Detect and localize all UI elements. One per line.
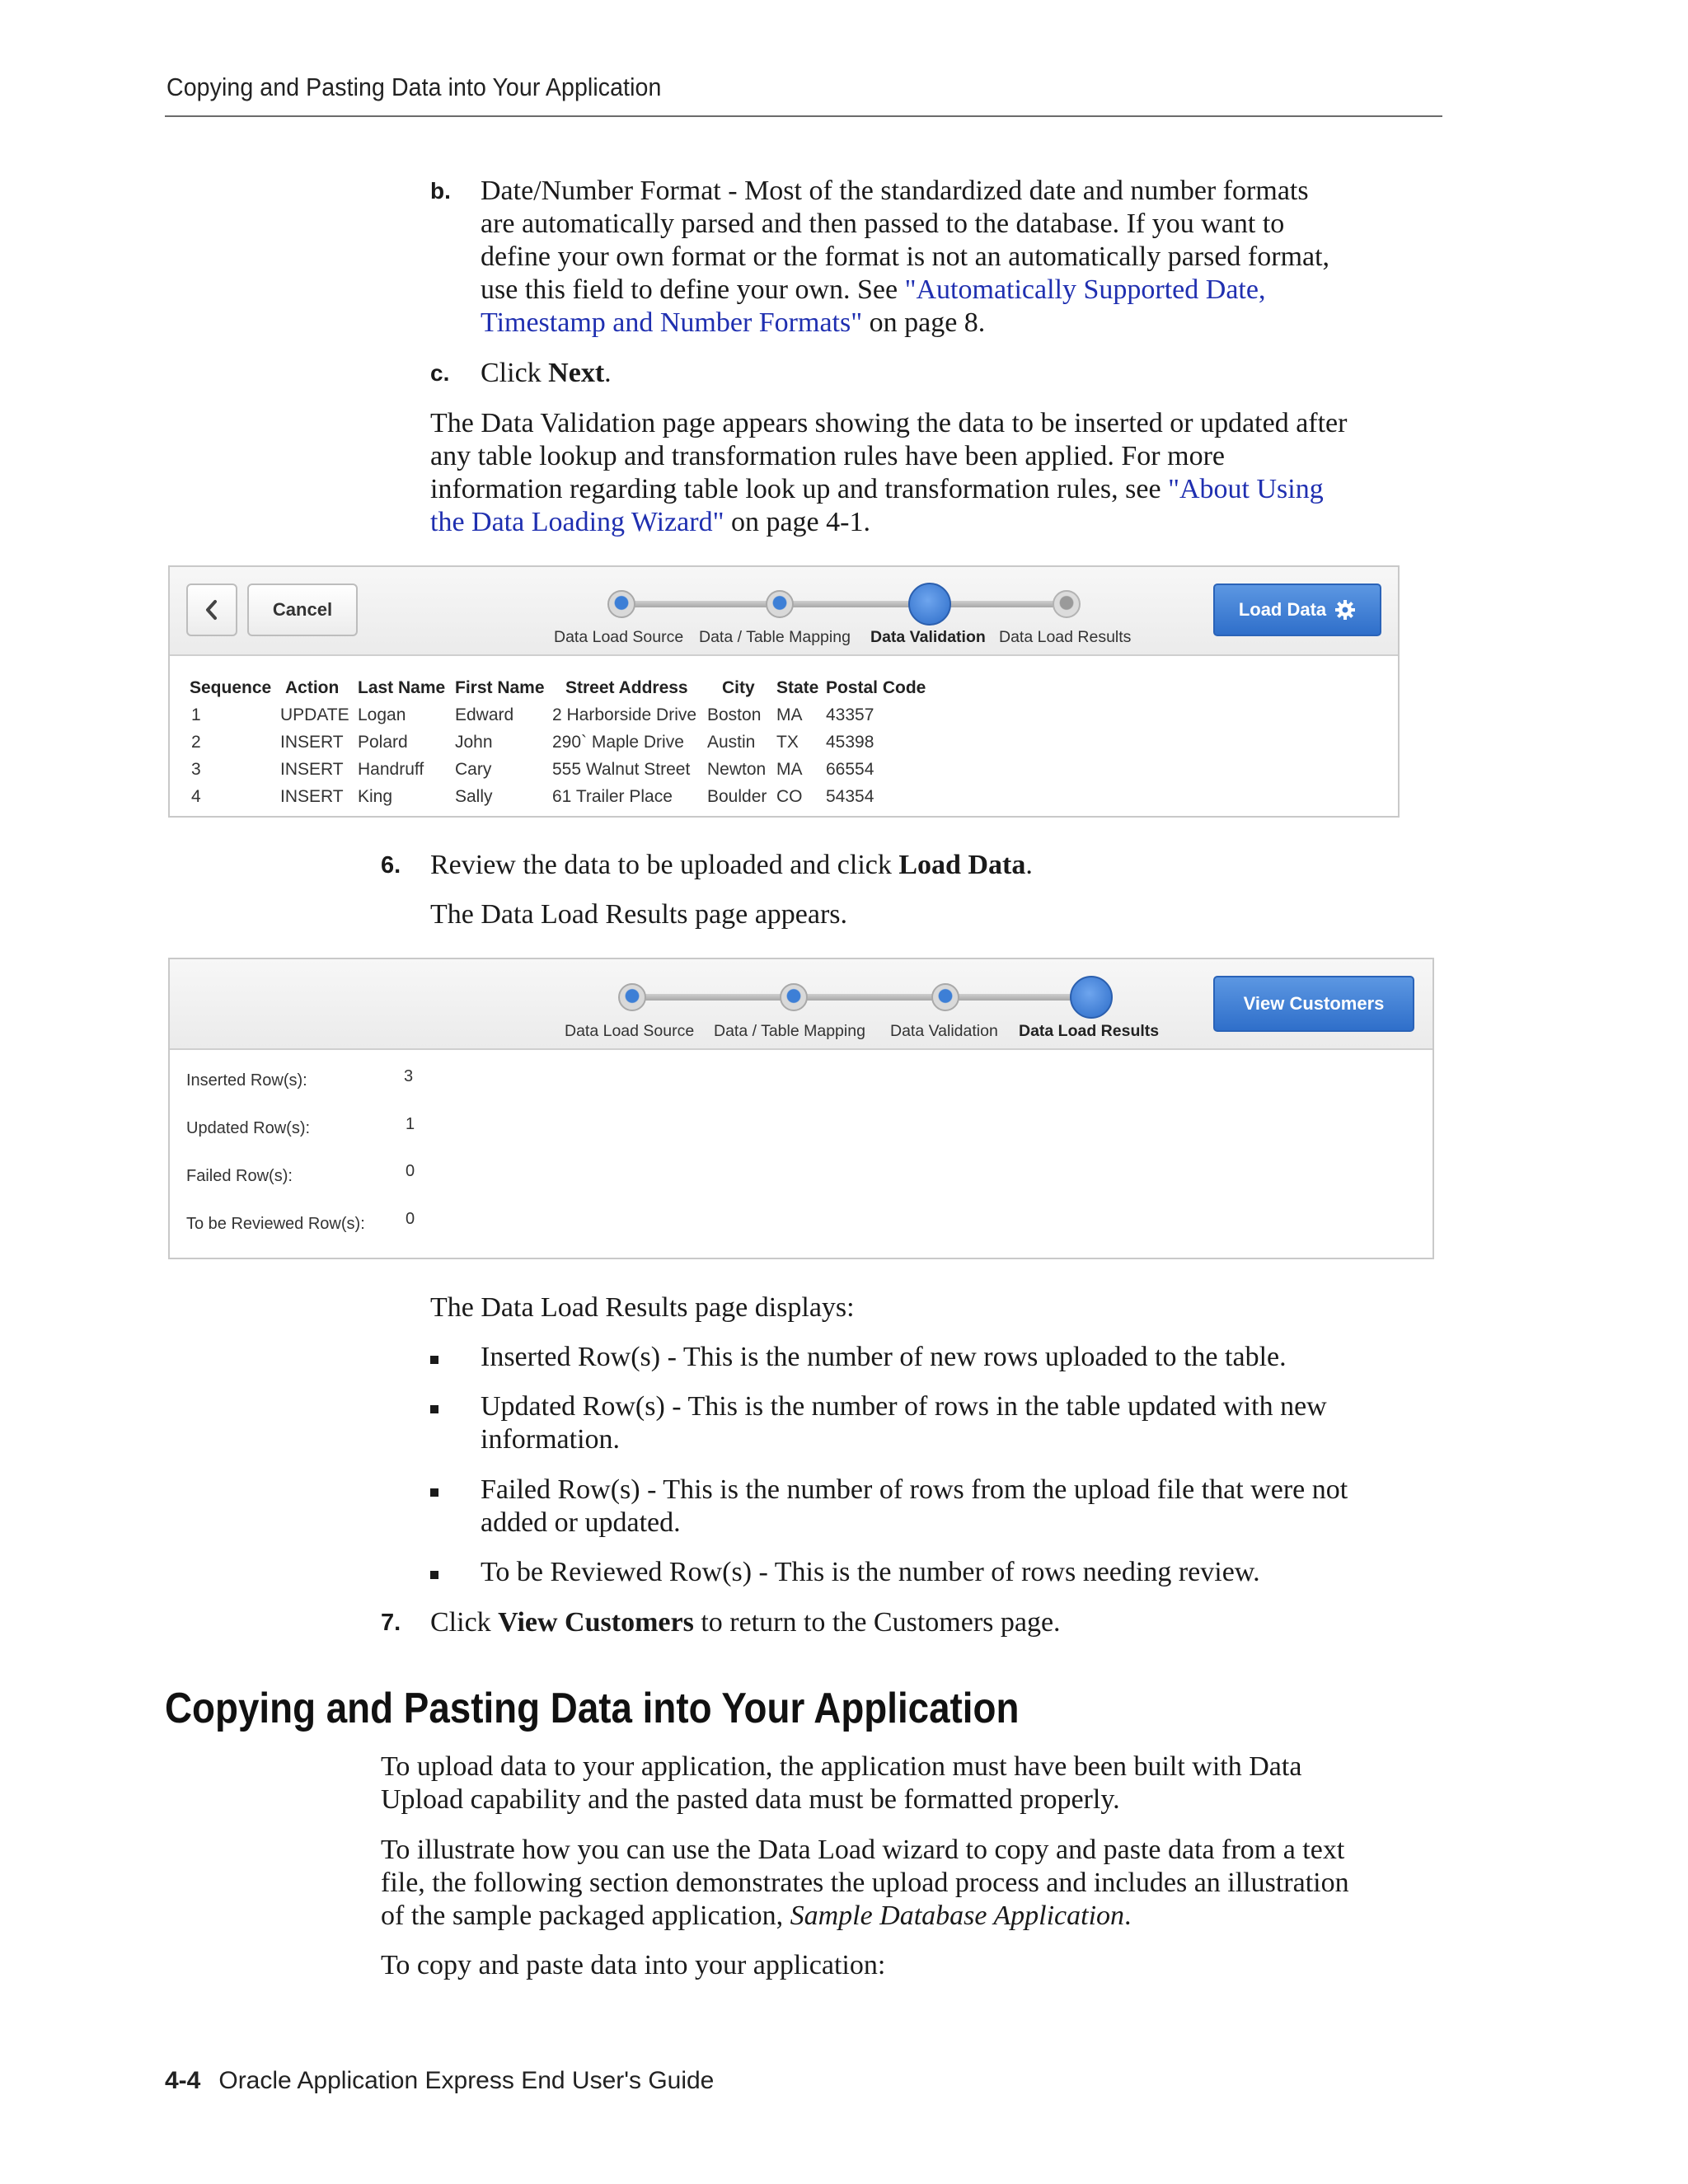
bullet-icon — [430, 1405, 438, 1413]
updated-rows-label: Updated Row(s): — [186, 1119, 311, 1137]
paragraph-line: To upload data to your application, the application must have been built with Data — [381, 1751, 1302, 1782]
updated-rows-value: 1 — [406, 1115, 415, 1133]
load-data-label: Load Data — [1238, 599, 1327, 620]
reviewed-rows-label: To be Reviewed Row(s): — [186, 1215, 365, 1233]
table-cell: 54354 — [826, 787, 874, 806]
table-cell: INSERT — [280, 733, 344, 752]
column-header: First Name — [455, 678, 545, 697]
data-validation-screenshot — [168, 565, 1400, 818]
step-b-text — [481, 175, 1453, 340]
table-cell: Austin — [707, 733, 756, 752]
step-label: Data Load Source — [554, 628, 684, 646]
section-paragraph-1 — [381, 1750, 1452, 1816]
bullet-line: Updated Row(s) - This is the number of rows in the table updated with new — [481, 1391, 1327, 1422]
column-header: Action — [285, 678, 340, 697]
step-b-line: Date/Number Format - Most of the standardized date and number formats — [481, 176, 1309, 206]
table-cell: 61 Trailer Place — [552, 787, 673, 806]
displays-intro: The Data Load Results page displays: — [430, 1292, 855, 1323]
table-cell: 4 — [191, 787, 201, 806]
step-6-prefix: Review the data to be uploaded and click — [430, 850, 899, 880]
column-header: Postal Code — [826, 678, 926, 697]
validation-line — [430, 506, 1452, 539]
step-7-suffix: to return to the Customers page. — [693, 1607, 1061, 1638]
bullet-icon — [430, 1356, 438, 1364]
step-c-bold: Next — [548, 358, 605, 388]
table-cell: 290` Maple Drive — [552, 733, 684, 752]
table-cell: Sally — [455, 787, 493, 806]
step-7-marker: 7. — [381, 1610, 401, 1636]
page-number: 4-4 — [165, 2067, 201, 2094]
step-label: Data / Table Mapping — [714, 1022, 865, 1040]
bullet-line: added or updated. — [481, 1507, 681, 1538]
failed-rows-value: 0 — [406, 1162, 415, 1180]
bullet-item — [481, 1556, 1260, 1589]
paragraph-text: . — [1124, 1900, 1132, 1931]
step-b-line — [481, 307, 1453, 340]
step-7-prefix: Click — [430, 1607, 499, 1638]
table-cell: John — [455, 733, 493, 752]
table-cell: Logan — [358, 705, 406, 724]
section-heading: Copying and Pasting Data into Your Application — [165, 1685, 1020, 1732]
table-cell: INSERT — [280, 760, 344, 779]
inserted-rows-label: Inserted Row(s): — [186, 1071, 307, 1090]
step-dot-pending — [1053, 590, 1081, 618]
table-cell: King — [358, 787, 393, 806]
step-label: Data / Table Mapping — [699, 628, 851, 646]
step-label: Data Load Results — [999, 628, 1132, 646]
step-label: Data Load Source — [565, 1022, 695, 1040]
section-paragraph-2 — [381, 1834, 1452, 1933]
about-wizard-link-cont[interactable]: the Data Loading Wizard" — [430, 507, 724, 537]
table-cell: CO — [776, 787, 803, 806]
step-6-bold: Load Data — [898, 850, 1026, 880]
table-cell: Cary — [455, 760, 492, 779]
table-cell: 43357 — [826, 705, 874, 724]
bullet-item — [481, 1341, 1287, 1374]
table-cell: TX — [776, 733, 799, 752]
sample-app-name: Sample Database Application — [790, 1900, 1125, 1931]
bullet-icon — [430, 1488, 438, 1497]
data-load-results-screenshot — [168, 958, 1434, 1259]
load-data-button[interactable] — [1213, 583, 1381, 636]
step-6-marker: 6. — [381, 852, 401, 879]
validation-line: any table lookup and transformation rules have been applied. For more — [430, 441, 1225, 471]
validation-paragraph — [430, 407, 1452, 539]
failed-rows-label: Failed Row(s): — [186, 1167, 293, 1185]
book-title: Oracle Application Express End User's Guide — [218, 2067, 715, 2094]
running-header: Copying and Pasting Data into Your Application — [166, 73, 662, 101]
step-label-current: Data Load Results — [1019, 1022, 1160, 1040]
bullet-line: information. — [481, 1424, 621, 1455]
table-cell: MA — [776, 760, 803, 779]
step-c-suffix: . — [604, 358, 612, 388]
reviewed-rows-value: 0 — [406, 1210, 415, 1228]
column-header: Sequence — [190, 678, 272, 697]
step-dot-current — [908, 583, 951, 626]
step-b-line: define your own format or the format is not an automatically parsed format, — [481, 241, 1330, 272]
step-7-text — [430, 1606, 1061, 1639]
step-b-after-link: on page 8. — [862, 307, 986, 338]
cancel-button[interactable]: Cancel — [247, 583, 358, 636]
bullet-line: Inserted Row(s) - This is the number of new rows uploaded to the table. — [481, 1342, 1287, 1372]
table-cell: UPDATE — [280, 705, 349, 724]
paragraph-line: file, the following section demonstrates the upload process and includes an illustration — [381, 1868, 1349, 1898]
step-dot-done — [780, 983, 808, 1011]
wizard-train-line — [621, 601, 1071, 607]
step-c-prefix: Click — [481, 358, 549, 388]
back-button[interactable] — [186, 583, 237, 636]
step-c-marker: c. — [430, 360, 450, 386]
step-b-line: are automatically parsed and then passed to the database. If you want to — [481, 209, 1285, 239]
wizard-train-line — [633, 994, 1091, 1001]
paragraph-line: Upload capability and the pasted data must be formatted properly. — [381, 1784, 1120, 1815]
gear-icon — [1334, 599, 1356, 621]
step-b-line — [481, 274, 1453, 307]
step-b-line-text: use this field to define your own. See — [481, 274, 905, 305]
step-7-bold: View Customers — [498, 1607, 694, 1638]
validation-line: The Data Validation page appears showing the data to be inserted or updated after — [430, 408, 1348, 438]
table-cell: Polard — [358, 733, 408, 752]
view-customers-button[interactable]: View Customers — [1213, 976, 1414, 1032]
date-formats-link[interactable]: "Automatically Supported Date, — [904, 274, 1266, 305]
bullet-line: Failed Row(s) - This is the number of rows from the upload file that were not — [481, 1474, 1348, 1505]
validation-after-link: on page 4-1. — [724, 507, 870, 537]
table-cell: MA — [776, 705, 803, 724]
step-dot-done — [931, 983, 959, 1011]
table-cell: 3 — [191, 760, 201, 779]
step-b-marker: b. — [430, 178, 451, 204]
table-cell: Handruff — [358, 760, 424, 779]
table-cell: 2 — [191, 733, 201, 752]
paragraph-line — [381, 1900, 1452, 1933]
paragraph-text: of the sample packaged application, — [381, 1900, 790, 1931]
table-cell: INSERT — [280, 787, 344, 806]
step-dot-current — [1070, 976, 1113, 1019]
column-header: Street Address — [565, 678, 688, 697]
table-cell: Newton — [707, 760, 767, 779]
bullet-line: To be Reviewed Row(s) - This is the number of rows needing review. — [481, 1557, 1260, 1587]
step-label-current: Data Validation — [870, 628, 986, 646]
table-cell: 1 — [191, 705, 201, 724]
column-header: State — [776, 678, 819, 697]
table-cell: 45398 — [826, 733, 874, 752]
step-6-text — [430, 849, 1033, 882]
table-cell: 555 Walnut Street — [552, 760, 691, 779]
date-formats-link-cont[interactable]: Timestamp and Number Formats" — [481, 307, 863, 338]
chevron-left-icon — [203, 599, 221, 621]
inserted-rows-value: 3 — [404, 1067, 414, 1085]
header-rule — [165, 115, 1442, 117]
step-dot-done — [618, 983, 646, 1011]
column-header: Last Name — [358, 678, 446, 697]
page-footer — [165, 2067, 714, 2095]
table-cell: Edward — [455, 705, 514, 724]
step-6-suffix: . — [1025, 850, 1033, 880]
step-dot-done — [607, 590, 635, 618]
section-paragraph-3: To copy and paste data into your application: — [381, 1950, 886, 1980]
step-label: Data Validation — [890, 1022, 998, 1040]
bullet-item — [481, 1390, 1327, 1456]
table-cell: Boston — [707, 705, 762, 724]
step-dot-done — [766, 590, 794, 618]
bullet-icon — [430, 1571, 438, 1579]
about-wizard-link[interactable]: "About Using — [1168, 474, 1324, 504]
validation-line-text: information regarding table look up and transformation rules, see — [430, 474, 1169, 504]
table-cell: 2 Harborside Drive — [552, 705, 697, 724]
step-c-text — [481, 357, 612, 390]
bullet-item — [481, 1474, 1348, 1540]
table-cell: Boulder — [707, 787, 767, 806]
paragraph-line: To illustrate how you can use the Data Load wizard to copy and paste data from a text — [381, 1835, 1345, 1865]
results-appears-text: The Data Load Results page appears. — [430, 899, 848, 930]
table-cell: 66554 — [826, 760, 874, 779]
validation-line — [430, 473, 1452, 506]
column-header: City — [722, 678, 755, 697]
